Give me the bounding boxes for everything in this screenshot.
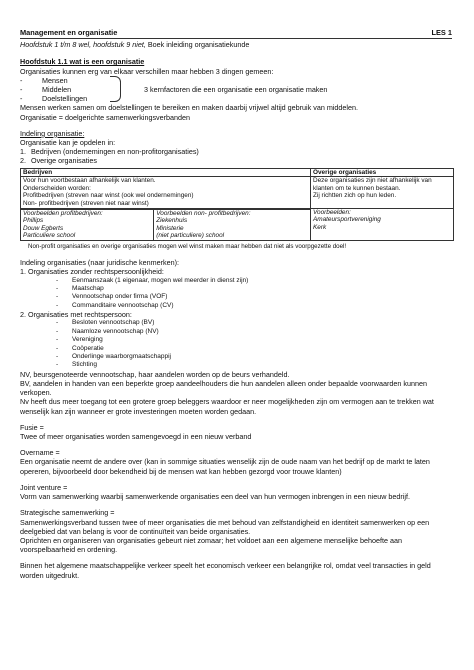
indeling-list xyxy=(20,147,452,165)
list-item: - Eenmanszaak (1 eigenaar, mogen wel meerder in dienst zijn) xyxy=(20,277,452,285)
paragraph: Organisatie = doelgerichte samenwerkingsverbanden xyxy=(20,112,191,122)
subtitle-rest: Boek inleiding organisatiekunde xyxy=(145,40,250,50)
definition-term: Joint venture = xyxy=(20,482,68,492)
table-cell: Voorbeelden profitbedrijven: Phillips Douw Egberts Particuliere school xyxy=(21,209,154,240)
table-header: Bedrijven xyxy=(21,168,311,177)
list-item: - Onderlinge waarborgmaatschappij xyxy=(20,353,452,361)
list-item: - Besloten vennootschap (BV) xyxy=(20,319,452,327)
list-item: - Stichting xyxy=(20,361,452,369)
list-item: - Maatschap xyxy=(20,285,452,293)
table-header: Overige organisaties xyxy=(311,168,454,177)
document-subtitle xyxy=(20,40,452,49)
table-cell: Voorbeelden: Amateursportvereniging Kerk xyxy=(311,208,454,240)
table-cell: Deze organisaties zijn niet afhankelijk van klanten om te kunnen bestaan. Zij richtten zich op hun leden. xyxy=(311,177,454,208)
indeling-title: Indeling organisatie: xyxy=(20,128,85,138)
section-title: Hoofdstuk 1.1 wat is een organisatie xyxy=(20,57,145,67)
juridisch-list xyxy=(20,319,452,369)
paragraph: BV, aandelen in handen van een beperkte groep aandeelhouders die hun aandelen alleen onder bepaalde voorwaarden kunnen verkopen. xyxy=(20,379,427,398)
table-note: Non-profit organisaties en overige organisaties mogen wel winst maken maar hebben dat niet als voorpgezette doel! xyxy=(28,242,347,250)
paragraph: Oprichten en organiseren van organisaties gebeurt niet zomaar; het voldoet aan een algemene menselijke behoefte aan voorspelbaarheid en ordening. xyxy=(20,535,402,555)
lesson-label: LES 1 xyxy=(431,28,452,37)
juridisch-group: 2. Organisaties met rechtspersoon: xyxy=(20,310,132,320)
juridisch-list xyxy=(20,277,452,311)
paragraph: Nv heeft dus meer toegang tot een grotere groep beleggers waardoor er neer mogelijkheden zijn om vermogen aan te trekken wat wenselijk kan zijn wanneer er grote investeringen moeten worden gedaan. xyxy=(20,397,434,416)
list-item: - Commanditaire vennootschap (CV) xyxy=(20,302,452,310)
juridisch-title: Indeling organisaties (naar juridische kenmerken): xyxy=(20,258,180,268)
table-cell: Voorbeelden non- profitbedrijven: Ziekenhuis Ministerie (niet particuliere) school xyxy=(154,209,310,240)
definition-text: Samenwerkingsverband tussen twee of meer organisaties die met behoud van zelfstandigheid en identiteit samenwerken op een deelgebied dat van belang is voor de continuïteit van beide organisaties. xyxy=(20,517,430,536)
list-item: 1. Bedrijven (ondernemingen en non-profitorganisaties) xyxy=(20,147,199,157)
page-header xyxy=(20,28,452,39)
definition-text: Vorm van samenwerking waarbij samenwerkende organisaties een deel van hun vermogen inbrengen in een nieuw bedrijf. xyxy=(20,492,410,502)
comparison-table xyxy=(20,168,454,241)
list-item: - Doelstellingen xyxy=(20,94,452,103)
list-item: - Coöperatie xyxy=(20,345,452,353)
definition-term: Fusie = xyxy=(20,422,44,432)
definition-term: Overname = xyxy=(20,448,60,458)
section-intro: Organisaties kunnen erg van elkaar verschillen maar hebben 3 dingen gemeen: xyxy=(20,66,274,76)
document-title: Management en organisatie xyxy=(20,28,118,37)
paragraph: Binnen het algemene maatschappelijke verkeer speelt het economisch verkeer een belangrijke rol, omdat veel transacties in geld worden uitgedrukt. xyxy=(20,561,431,580)
paragraph: Mensen werken samen om doelstellingen te bereiken en maken daarbij vrijwel altijd gebruik van middelen. xyxy=(20,103,358,113)
juridisch-group: 1. Organisaties zonder rechtspersoonlijkheid: xyxy=(20,267,164,277)
list-item: 2. Overige organisaties xyxy=(20,156,97,166)
list-item: - Middelen xyxy=(20,85,452,94)
bracket-graphic xyxy=(110,76,121,102)
definition-text: Een organisatie neemt de andere over (kan in sommige situaties wenselijk zijn de oude naam van het bedrijf op de markt te laten opereren, bijvoorbeeld door bekendheid bij de mensen wat kan hebben gezorgd voor trouwe klanten) xyxy=(20,457,430,476)
indeling-intro: Organisatie kan je opdelen in: xyxy=(20,138,116,148)
examples-inner-table xyxy=(21,209,310,240)
list-item: - Mensen xyxy=(20,76,452,85)
list-item: - Vennootschap onder firma (VOF) xyxy=(20,293,452,301)
definition-text: Twee of meer organisaties worden samengevoegd in een nieuw verband xyxy=(20,432,252,442)
definition-term: Strategische samenwerking = xyxy=(20,508,115,518)
subtitle-italic: Hoofdstuk 1 t/m 8 wel, hoofdstuk 9 niet, xyxy=(20,40,146,50)
table-cell: Voor hun voortbestaan afhankelijk van klanten. Onderscheiden worden: Profitbedrijven (streven naar winst (ook wel ondernemingen) Non- profitbedrijven (streven niet naar winst) xyxy=(21,177,311,208)
list-item: - Naamloze vennootschap (NV) xyxy=(20,328,452,336)
paragraph: NV, beursgenoteerde vennootschap, haar aandelen worden op de beurs verhandeld. xyxy=(20,369,290,379)
list-item: - Vereniging xyxy=(20,336,452,344)
table-cell xyxy=(21,208,311,240)
bracket-note: 3 kernfactoren die een organisatie een organisatie maken xyxy=(144,84,328,94)
kernfactoren-block xyxy=(20,76,452,104)
